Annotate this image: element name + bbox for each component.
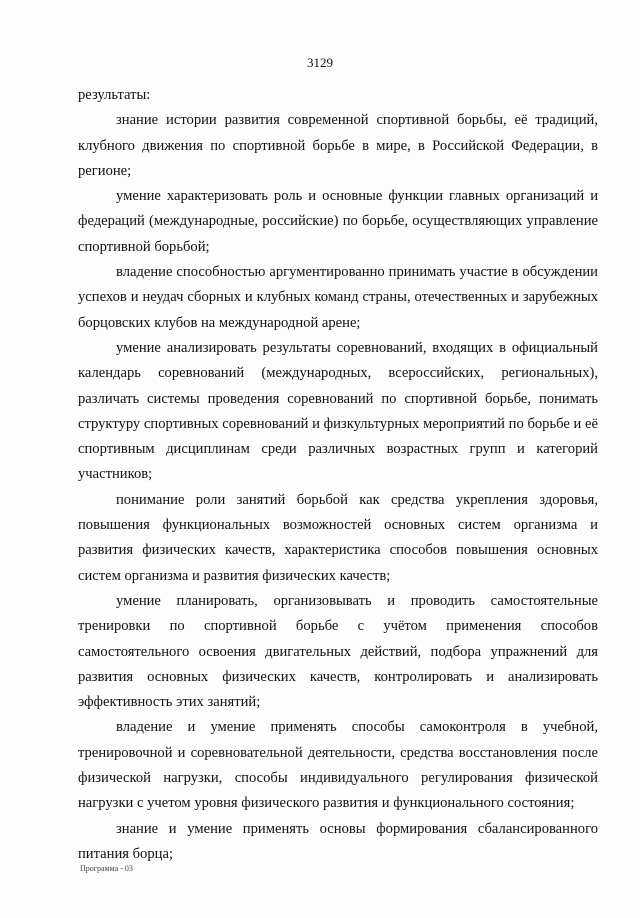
paragraph-history: знание истории развития современной спортивной борьбы, её традиций, клубного движения по спортивной борьбе в мире, в Российской Федерации, в регионе;	[78, 112, 598, 179]
paragraph-organizations: умение характеризовать роль и основные функции главных организаций и федераций (международные, российские) по борьбе, осуществляющих управление спортивной борьбой;	[78, 188, 598, 255]
page-number: 3129	[307, 55, 333, 70]
footer-label: Программа - 03	[80, 864, 133, 873]
body-text	[78, 83, 598, 867]
paragraph-training: умение планировать, организовывать и проводить самостоятельные тренировки по спортивной борьбе с учётом применения способов самостоятельного освоения двигательных действий, подбора упражнений для развития основных физических качеств, контролировать и анализировать эффективность этих занятий;	[78, 592, 598, 711]
paragraph-discussion: владение способностью аргументированно принимать участие в обсуждении успехов и неудач сборных и клубных команд страны, отечественных и зарубежных борцовских клубов на международной арене;	[78, 264, 598, 331]
intro-line: результаты:	[78, 87, 151, 103]
paragraph-health: понимание роли занятий борьбой как средства укрепления здоровья, повышения функциональных возможностей основных систем организма и развития физических качеств, характеристика способов повышения основных систем организма и развития физических качеств;	[78, 491, 598, 584]
paragraph-self-control: владение и умение применять способы самоконтроля в учебной, тренировочной и соревновательной деятельности, средства восстановления после физической нагрузки, способы индивидуального регулирования физической нагрузки с учетом уровня физического развития и функционального состояния;	[78, 719, 598, 812]
paragraph-competitions: умение анализировать результаты соревнований, входящих в официальный календарь соревнований (международных, всероссийских, региональных), различать системы проведения соревнований по спортивной борьбе, понимать структуру спортивных соревнований и физкультурных мероприятий по борьбе и её спортивным дисциплинам среди различных возрастных групп и категорий участников;	[78, 339, 598, 483]
paragraph-nutrition: знание и умение применять основы формирования сбалансированного питания борца;	[78, 820, 598, 862]
